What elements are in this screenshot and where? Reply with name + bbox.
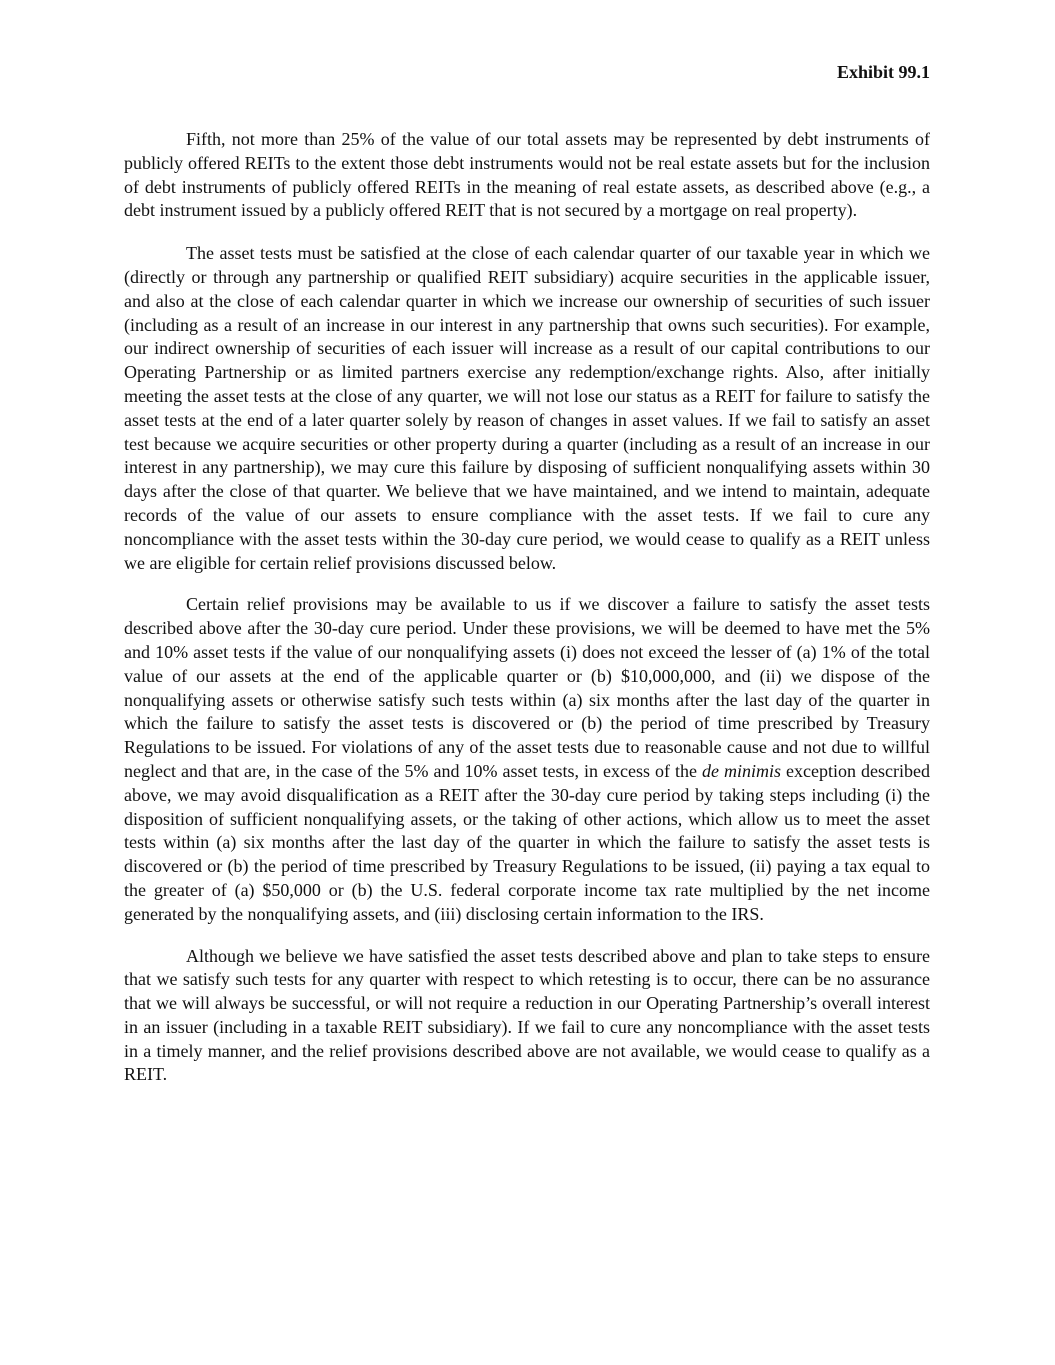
paragraph-no-assurance: Although we believe we have satisfied the asset tests described above and plan to take steps to ensure that we satisfy such tests for any quarter with respect to which retesting is to occur, there can be no assurance that we will always be successful, or will not require a reduction in our Operating Partnership’s overall interest in an issuer (including in a taxable REIT subsidiary). If we fail to cure any noncompliance with the asset tests in a timely manner, and the relief provisions described above are not available, we would cease to qualify as a REIT.: [124, 945, 930, 1085]
paragraph-asset-tests-timing: The asset tests must be satisfied at the close of each calendar quarter of our taxable year in which we (directly or through any partnership or qualified REIT subsidiary) acquire securities in the applicable issuer, and also at the close of each calendar quarter in which we increase our ownership of securities of such issuer (including as a result of an increase in our interest in any partnership that owns such securities). For example, our indirect ownership of securities of each issuer will increase as a result of our capital contributions to our Operating Partnership or as limited partners exercise any redemption/exchange rights. Also, after initially meeting the asset tests at the close of any quarter, we will not lose our status as a REIT for failure to satisfy the asset tests at the end of a later quarter solely by reason of changes in asset values. If we fail to satisfy an asset test because we acquire securities or other property during a quarter (including as a result of an increase in our interest in any partnership), we may cure this failure by disposing of sufficient nonqualifying assets within 30 days after the close of that quarter. We believe that we have maintained, and we intend to maintain, adequate records of the value of our assets to ensure compliance with the asset tests. If we fail to cure any noncompliance with the asset tests within the 30-day cure period, we would cease to qualify as a REIT unless we are eligible for certain relief provisions discussed below.: [124, 243, 930, 573]
paragraph-relief-provisions: [124, 593, 930, 926]
paragraph-debt-instruments: Fifth, not more than 25% of the value of our total assets may be represented by debt instruments of publicly offered REITs to the extent those debt instruments would not be real estate assets but for the inclusion of debt instruments of publicly offered REITs in the meaning of real estate assets, as described above (e.g., a debt instrument issued by a publicly offered REIT that is not secured by a mortgage on real property).: [124, 129, 930, 221]
relief-text-part2: exception described above, we may avoid disqualification as a REIT after the 30-day cure period by taking steps including (i) the disposition of sufficient nonqualifying assets, or the taking of other actions, which allow us to meet the asset tests within (a) six months after the last day of the quarter in which the failure to satisfy the asset tests is discovered or (b) the period of time prescribed by Treasury Regulations to be issued, (ii) paying a tax equal to the greater of (a) $50,000 or (b) the U.S. federal corporate income tax rate multiplied by the net income generated by the nonqualifying assets, and (iii) disclosing certain information to the IRS.: [124, 760, 931, 924]
relief-italic-term: de minimis: [702, 760, 782, 781]
relief-text-part1: Certain relief provisions may be available to us if we discover a failure to satisfy the asset tests described above after the 30-day cure period. Under these provisions, we will be deemed to have met the 5% and 10% asset tests if the value of our nonqualifying assets (i) does not exceed the lesser of (a) 1% of the total value of our assets at the end of the applicable quarter or (b) $10,000,000, and (ii) we dispose of the nonqualifying assets or otherwise satisfy such tests within (a) six months after the last day of the quarter in which the failure to satisfy the asset tests is discovered or (b) the period of time prescribed by Treasury Regulations to be issued. For violations of any of the asset tests due to reasonable cause and not due to willful neglect and that are, in the case of the 5% and 10% asset tests, in excess of the: [124, 594, 930, 781]
exhibit-label: Exhibit 99.1: [836, 62, 930, 82]
document-page: [124, 60, 930, 1105]
